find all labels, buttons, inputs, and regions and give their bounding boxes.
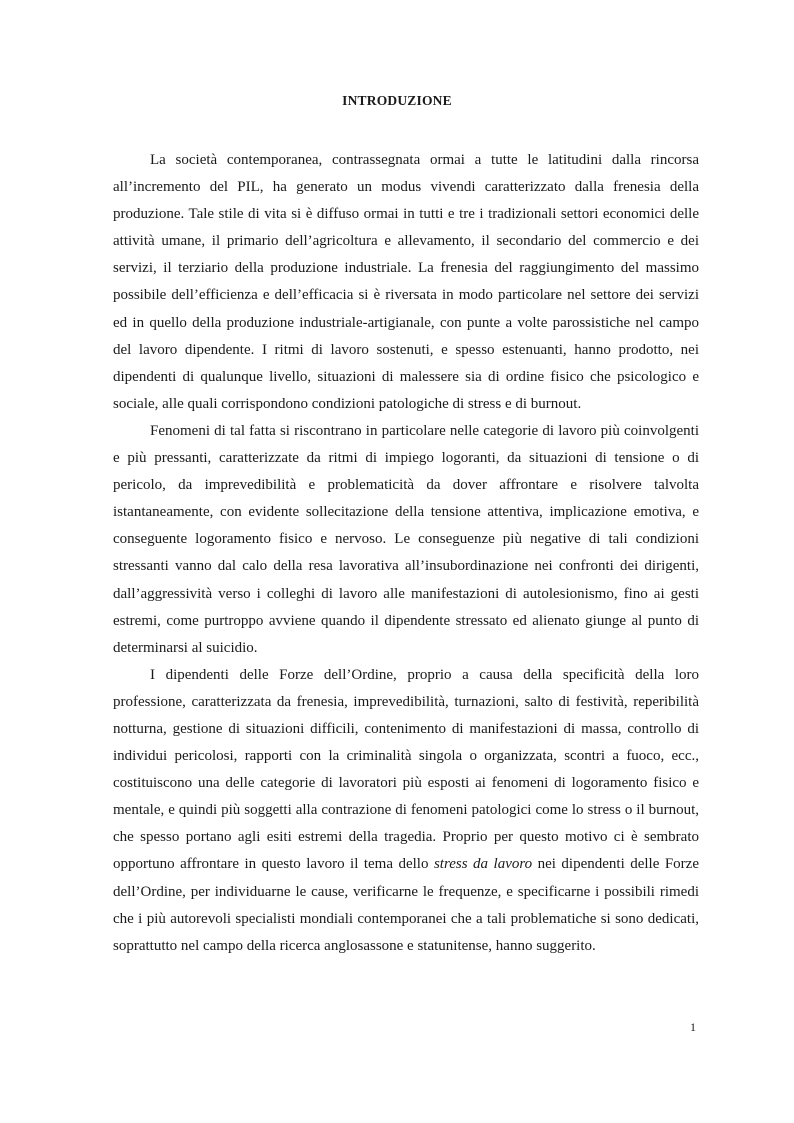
emphasized-term: stress da lavoro <box>433 856 533 873</box>
page-number: 1 <box>690 1020 696 1034</box>
document-body <box>113 147 699 960</box>
page-title: INTRODUZIONE <box>342 93 452 108</box>
paragraph-1: La società contemporanea, contrassegnata ormai a tutte le latitudini dalla rincorsa all’incremento del PIL, ha generato un modus vivendi caratterizzato dalla frenesia della produzione. Tale stile di vita si è diffuso ormai in tutti e tre i tradizionali settori economici delle attività umane, il primario dell’agricoltura e allevamento, il secondario del commercio e dei servizi, il terziario della produzione industriale. La frenesia del raggiungimento del massimo possibile dell’efficienza e dell’efficacia si è riversata in modo particolare nel settore dei servizi ed in quello della produzione industriale-artigianale, con punte a volte parossistiche nel campo del lavoro dipendente. I ritmi di lavoro sostenuti, e spesso estenuanti, hanno prodotto, nei dipendenti di qualunque livello, situazioni di malessere sia di ordine fisico che psicologico e sociale, alle quali corrispondono condizioni patologiche di stress e di burnout. <box>113 152 699 412</box>
paragraph-3 <box>113 662 699 960</box>
paragraph-2: Fenomeni di tal fatta si riscontrano in particolare nelle categorie di lavoro più coinvolgenti e più pressanti, caratterizzate da ritmi di impiego logoranti, da situazioni di tensione o di pericolo, da imprevedibilità e problematicità da dover affrontare e risolvere talvolta istantaneamente, con evidente sollecitazione della tensione attentiva, implicazione emotiva, e conseguente logoramento fisico e nervoso. Le conseguenze più negative di tali condizioni stressanti vanno dal calo della resa lavorativa all’insubordinazione nei confronti dei dirigenti, dall’aggressività verso i colleghi di lavoro alle manifestazioni di autolesionismo, fino ai gesti estremi, come purtroppo avviene quando il dipendente stressato ed alienato giunge al punto di determinarsi al suicidio. <box>113 422 699 656</box>
paragraph-3-text-start: I dipendenti delle Forze dell’Ordine, proprio a causa della specificità della loro professione, caratterizzata da frenesia, imprevedibilità, turnazioni, salto di festività, reperibilità notturna, gestione di situazioni difficili, contenimento di manifestazioni di massa, controllo di individui pericolosi, rapporti con la criminalità singola o organizzata, scontri a fuoco, ecc., costituiscono una delle categorie di lavoratori più esposti ai fenomeni di logoramento fisico e mentale, e quindi più soggetti alla contrazione di fenomeni patologici come lo stress o il burnout, che spesso portano agli esiti estremi della tragedia. Proprio per questo motivo ci è sembrato opportuno affrontare in questo lavoro il tema dello <box>113 666 699 873</box>
paragraph-3-text-end: nei dipendenti delle Forze dell’Ordine, per individuarne le cause, verificarne le frequenze, e specificarne i possibili rimedi che i più autorevoli specialisti mondiali contemporanei che a tali problematiche si sono dedicati, soprattutto nel campo della ricerca anglosassone e statunitense, hanno suggerito. <box>113 856 699 954</box>
